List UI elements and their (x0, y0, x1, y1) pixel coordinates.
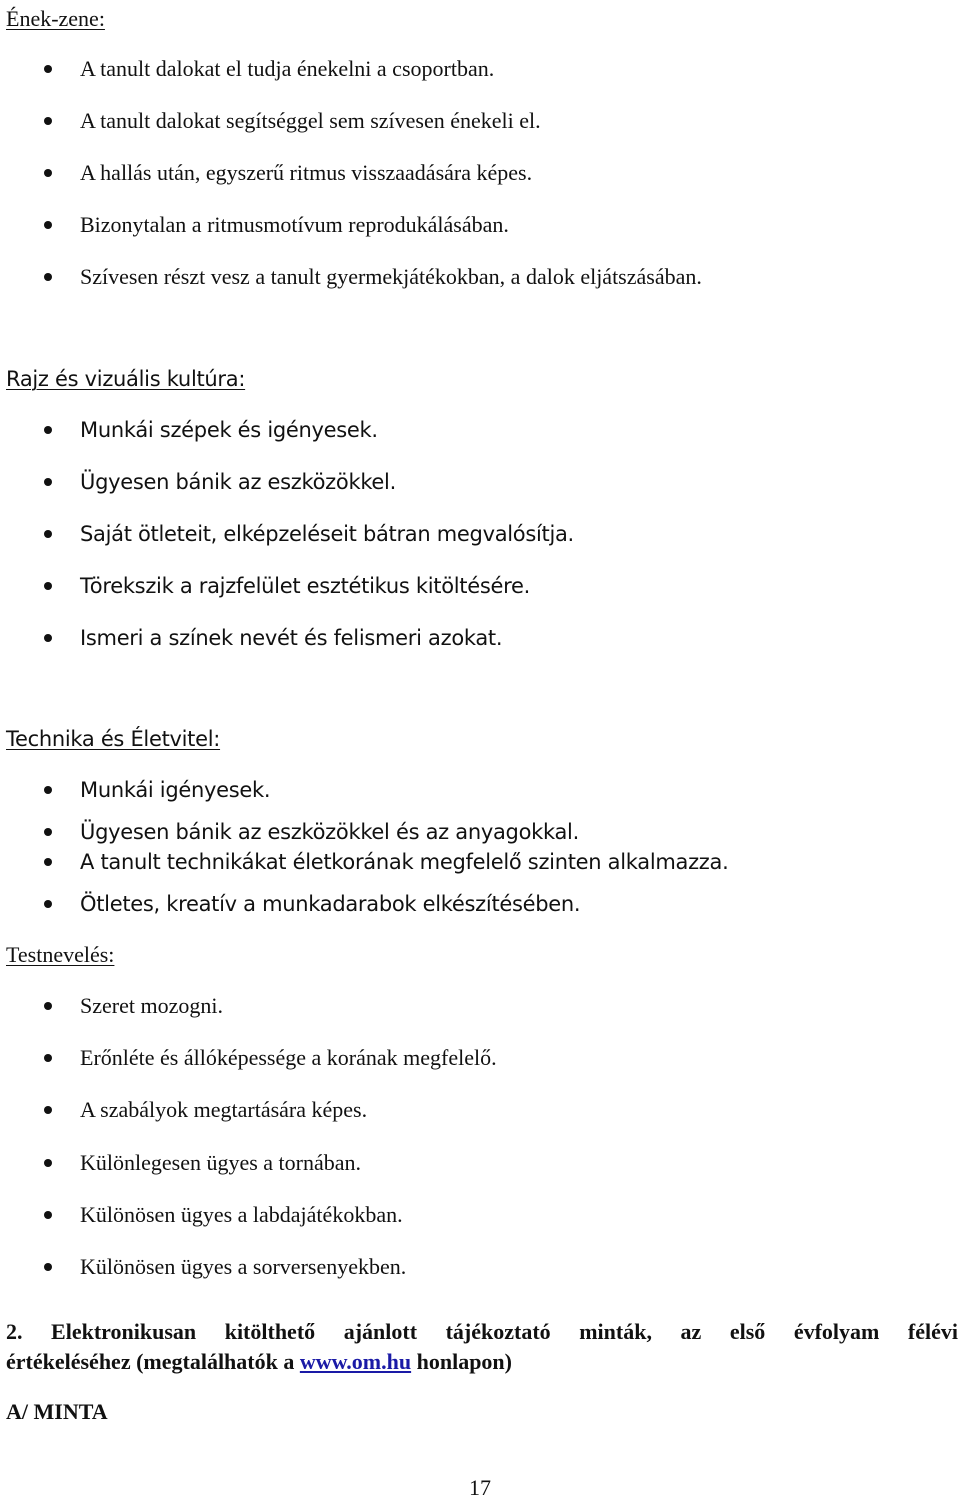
list-item-text: A tanult technikákat életkorának megfelelő szinten alkalmazza. (80, 850, 729, 874)
list-item (0, 519, 960, 549)
list-item (0, 775, 960, 805)
list-item (0, 1148, 960, 1178)
paragraph-word: félévi (907, 1319, 958, 1344)
page-number: 17 (469, 1475, 491, 1500)
list-item (0, 210, 960, 240)
bullet-icon (44, 900, 52, 908)
paragraph-word: ajánlott (343, 1319, 418, 1344)
paragraph-word: kitölthető (224, 1319, 316, 1344)
bullet-icon (44, 1159, 52, 1167)
paragraph-line-1 (6, 1317, 958, 1347)
list-item (0, 623, 960, 653)
paragraph-word: tájékoztató (445, 1319, 551, 1344)
list-item-text: Munkái igényesek. (80, 778, 271, 802)
list-item-text: Szívesen részt vesz a tanult gyermekjátékokban, a dalok eljátszásában. (80, 264, 702, 289)
om-hu-link[interactable]: www.om.hu (299, 1349, 412, 1374)
list-item-text: Törekszik a rajzfelület esztétikus kitöltésére. (80, 574, 530, 598)
list-item (0, 1043, 960, 1073)
list-item-text: Ügyesen bánik az eszközökkel. (80, 470, 396, 494)
bullet-icon (44, 169, 52, 177)
list-item-text: Különösen ügyes a sorversenyekben. (80, 1254, 407, 1279)
bullet-icon (44, 65, 52, 73)
bullet-icon (44, 1211, 52, 1219)
paragraph-text: értékeléséhez (megtalálhatók a (6, 1349, 300, 1374)
list-item (0, 158, 960, 188)
bullet-icon (44, 478, 52, 486)
list-item (0, 262, 960, 292)
paragraph-word: minták, (579, 1319, 652, 1344)
list-item-text: Ügyesen bánik az eszközökkel és az anyagokkal. (80, 820, 579, 844)
list-item (0, 847, 960, 877)
list-item-text: Ismeri a színek nevét és felismeri azokat. (80, 626, 503, 650)
list-item-text: A hallás után, egyszerű ritmus visszaadására képes. (80, 160, 533, 185)
list-item (0, 817, 960, 847)
list-item-text: Különösen ügyes a labdajátékokban. (80, 1202, 403, 1227)
list-item (0, 1252, 960, 1282)
paragraph-word: 2. (6, 1319, 23, 1344)
paragraph-word: évfolyam (793, 1319, 880, 1344)
list-item-text: A tanult dalokat el tudja énekelni a csoportban. (80, 56, 495, 81)
list-item-text: Erőnléte és állóképessége a korának megfelelő. (80, 1045, 497, 1070)
list-item (0, 1095, 960, 1125)
bullet-icon (44, 858, 52, 866)
list-item-text: Ötletes, kreatív a munkadarabok elkészítésében. (80, 892, 581, 916)
numbered-paragraph (6, 1317, 958, 1377)
section-heading-testneveles: Testnevelés: (6, 942, 115, 967)
list-item (0, 1200, 960, 1230)
bullet-icon (44, 634, 52, 642)
section-heading-enek-zene: Ének-zene: (6, 6, 105, 31)
list-item (0, 991, 960, 1021)
bullet-icon (44, 828, 52, 836)
list-item (0, 889, 960, 919)
bullet-icon (44, 273, 52, 281)
bullet-icon (44, 1054, 52, 1062)
bullet-icon (44, 1263, 52, 1271)
paragraph-word: az (680, 1319, 702, 1344)
sample-label: A/ MINTA (6, 1399, 108, 1424)
list-item-text: Munkái szépek és igényesek. (80, 418, 378, 442)
paragraph-text: honlapon) (411, 1349, 512, 1374)
bullet-icon (44, 582, 52, 590)
bullet-icon (44, 1106, 52, 1114)
section-heading-technika: Technika és Életvitel: (6, 727, 221, 751)
list-item-text: A tanult dalokat segítséggel sem szívesen énekeli el. (80, 108, 541, 133)
paragraph-line-2 (6, 1347, 958, 1377)
bullet-icon (44, 1002, 52, 1010)
list-item (0, 571, 960, 601)
paragraph-word: Elektronikusan (51, 1319, 197, 1344)
list-item-text: Különlegesen ügyes a tornában. (80, 1150, 362, 1175)
list-item (0, 106, 960, 136)
bullet-icon (44, 530, 52, 538)
bullet-icon (44, 221, 52, 229)
list-item (0, 467, 960, 497)
paragraph-word: első (729, 1319, 766, 1344)
list-item (0, 54, 960, 84)
section-heading-rajz: Rajz és vizuális kultúra: (6, 367, 246, 391)
bullet-icon (44, 117, 52, 125)
bullet-icon (44, 786, 52, 794)
list-item-text: Bizonytalan a ritmusmotívum reprodukálásában. (80, 212, 509, 237)
bullet-icon (44, 426, 52, 434)
list-item (0, 415, 960, 445)
list-item-text: Saját ötleteit, elképzeléseit bátran megvalósítja. (80, 522, 574, 546)
list-item-text: Szeret mozogni. (80, 993, 223, 1018)
list-item-text: A szabályok megtartására képes. (80, 1097, 368, 1122)
